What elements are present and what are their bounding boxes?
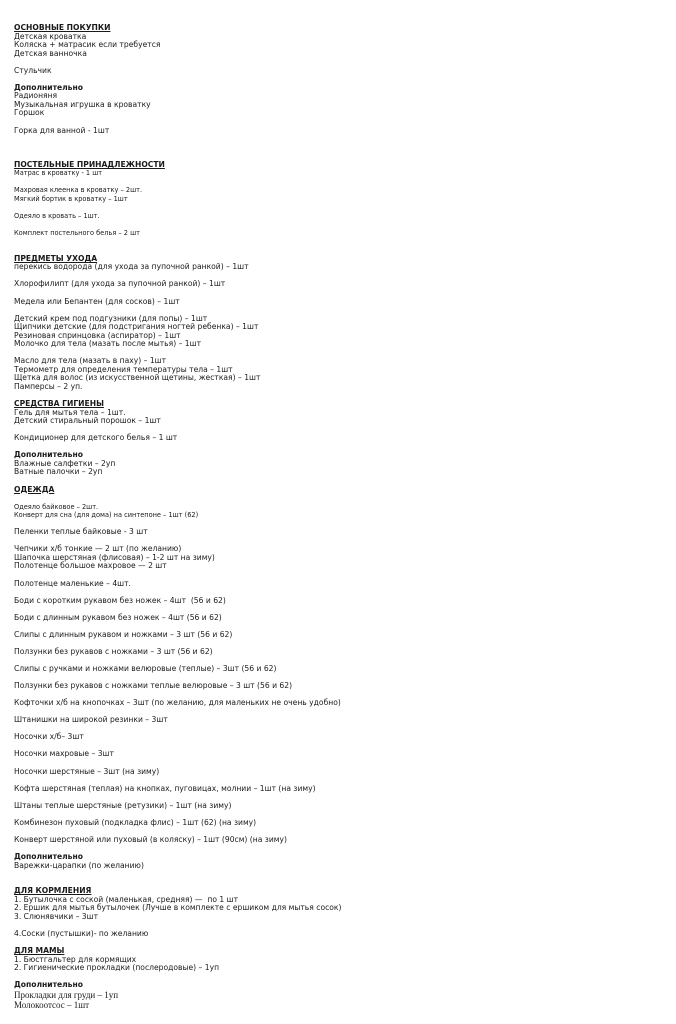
text-line: Горка для ванной - 1шт <box>14 125 110 135</box>
text-line: Слипы с ручками и ножками велюровые (теплые) – 3шт (56 и 62) <box>14 664 277 674</box>
text-line: Ползунки без рукавов с ножками – 3 шт (56 и 62) <box>14 646 213 656</box>
document-body <box>14 24 664 1010</box>
text-line: Слипы с длинным рукавом и ножками – 3 шт (56 и 62) <box>14 629 233 639</box>
text-line: Масло для тела (мазать в паху) – 1шт <box>14 356 167 366</box>
blank-line <box>14 75 664 84</box>
text-line: перекись водорода (для ухода за пупочной ранкой) – 1шт <box>14 262 249 272</box>
blank-line <box>14 238 664 247</box>
blank-line <box>14 845 664 854</box>
text-line: Конверт шерстяной или пуховый (в коляску) – 1шт (90см) (на зиму) <box>14 834 287 844</box>
text-line: Одеяло в кровать – 1шт. <box>14 212 100 221</box>
text-line: Боди с коротким рукавом без ножек – 4шт (56 и 62) <box>14 595 226 605</box>
text-line: Влажные салфетки – 2уп <box>14 458 116 468</box>
subheading: Дополнительно <box>14 450 83 460</box>
blank-line <box>14 392 664 401</box>
blank-line <box>14 443 664 452</box>
subheading: Дополнительно <box>14 980 83 990</box>
text-line: Прокладки для груди – 1уп <box>14 989 119 1000</box>
text-line: Радионяня <box>14 91 58 101</box>
text-line: Комбинезон пуховый (подкладка флис) – 1шт (62) (на зиму) <box>14 817 257 827</box>
blank-line <box>14 135 664 144</box>
subheading: Дополнительно <box>14 82 83 92</box>
text-line: Музыкальная игрушка в кроватку <box>14 99 151 109</box>
text-line: 2. Ершик для мытья бутылочек (Лучше в комплекте с ершиком для мытья сосок) <box>14 903 342 913</box>
text-line: Коляска + матрасик если требуется <box>14 40 161 50</box>
text-line: Ватные палочки – 2уп <box>14 467 103 477</box>
blank-line <box>14 246 664 255</box>
text-line: Пеленки теплые байковые - 3 шт <box>14 527 148 537</box>
text-line: Махровая клеенка в кроватку – 2шт. <box>14 186 143 195</box>
blank-line <box>14 144 664 153</box>
text-line: Мягкий бортик в кроватку – 1шт <box>14 194 128 203</box>
text-line: Боди с длинным рукавом без ножек – 4шт (56 и 62) <box>14 612 222 622</box>
text-line: Одеяло байковое – 2шт. <box>14 502 99 511</box>
text-line: Термометр для определения температуры тела – 1шт <box>14 364 233 374</box>
text-line: Гель для мытья тела – 1шт. <box>14 407 126 417</box>
subheading: Дополнительно <box>14 852 83 862</box>
text-line: Полотенце большое махровое — 2 шт <box>14 561 167 571</box>
text-line: Детский крем под подгузники (для попы) – 1шт <box>14 313 208 323</box>
text-line: Носочки х/б– 3шт <box>14 732 84 742</box>
blank-line <box>14 494 664 503</box>
text-line: 1. Бутылочка с соской (маленькая, средняя) — по 1 шт <box>14 894 238 904</box>
text-line: Хлорофилипт (для ухода за пупочной ранкой) – 1шт <box>14 279 226 289</box>
blank-line <box>14 973 664 982</box>
text-line: 4.Соски (пустышки)- по желанию <box>14 928 149 938</box>
text-line: Кондиционер для детского белья – 1 шт <box>14 433 178 443</box>
text-line: Матрас в кроватку - 1 шт <box>14 169 103 178</box>
blank-line <box>14 725 664 734</box>
text-line: Детская кроватка <box>14 31 87 41</box>
section-heading: ДЛЯ КОРМЛЕНИЯ <box>14 886 92 896</box>
text-line: Горшок <box>14 108 45 118</box>
blank-line <box>14 221 664 230</box>
text-line: Комплект постельного белья – 2 шт <box>14 229 140 238</box>
text-line: 2. Гигиенические прокладки (послеродовые) – 1уп <box>14 963 220 973</box>
text-line: Молокоотсос – 1шт <box>14 999 90 1010</box>
blank-line <box>14 203 664 212</box>
blank-line <box>14 879 664 888</box>
text-line: Детская ванночка <box>14 48 87 58</box>
text-line: Детский стиральный порошок – 1шт <box>14 416 161 426</box>
section-heading: СРЕДСТВА ГИГИЕНЫ <box>14 399 104 409</box>
text-line: Памперсы – 2 уп. <box>14 381 83 391</box>
text-line: Штаны теплые шерстяные (ретузики) – 1шт (на зиму) <box>14 800 232 810</box>
blank-line <box>14 118 664 127</box>
section-heading: ОДЕЖДА <box>14 484 55 494</box>
text-line: Стульчик <box>14 65 52 75</box>
text-line: Кофта шерстяная (теплая) на кнопках, пуговицах, молнии – 1шт (на зиму) <box>14 783 316 793</box>
text-line: Резиновая спринцовка (аспиратор) – 1шт <box>14 330 181 340</box>
text-line: 3. Слюнявчики – 3шт <box>14 911 98 921</box>
text-line: Ползунки без рукавов с ножками теплые велюровые – 3 шт (56 и 62) <box>14 681 293 691</box>
section-heading: ПОСТЕЛЬНЫЕ ПРИНАДЛЕЖНОСТИ <box>14 159 165 169</box>
text-line: Варежки-царапки (по желанию) <box>14 860 144 870</box>
section-heading: ПРЕДМЕТЫ УХОДА <box>14 253 98 263</box>
text-line: 1. Бюстгальтер для кормящих <box>14 954 137 964</box>
blank-line <box>14 477 664 486</box>
text-line: Конверт для сна (для дома) на синтепоне – 1шт (62) <box>14 511 199 520</box>
text-line: Носочки махровые – 3шт <box>14 749 114 759</box>
text-line: Штанишки на широкой резинки – 3шт <box>14 715 168 725</box>
text-line: Носочки шерстяные – 3шт (на зиму) <box>14 766 160 776</box>
blank-line <box>14 178 664 187</box>
text-line: Кофточки х/б на кнопочках – 3шт (по желанию, для маленьких не очень удобно) <box>14 698 341 708</box>
text-line: Щетка для волос (из искусственной щетины, жесткая) – 1шт <box>14 373 261 383</box>
blank-line <box>14 870 664 879</box>
text-line: Полотенце маленькие – 4шт. <box>14 578 131 588</box>
text-line: Шапочка шерстяная (флисовая) – 1-2 шт на зиму) <box>14 552 215 562</box>
section-heading: ОСНОВНЫЕ ПОКУПКИ <box>14 23 111 32</box>
section-heading: ДЛЯ МАМЫ <box>14 946 65 956</box>
text-line: Молочко для тела (мазать после мытья) – 1шт <box>14 339 201 349</box>
blank-line <box>14 939 664 948</box>
text-line: Щипчики детские (для подстригания ногтей ребенка) – 1шт <box>14 322 259 332</box>
text-line: Медела или Бепантен (для сосков) – 1шт <box>14 296 180 306</box>
text-line: Чепчики х/б тонкие — 2 шт (по желанию) <box>14 544 182 554</box>
blank-line <box>14 58 664 67</box>
